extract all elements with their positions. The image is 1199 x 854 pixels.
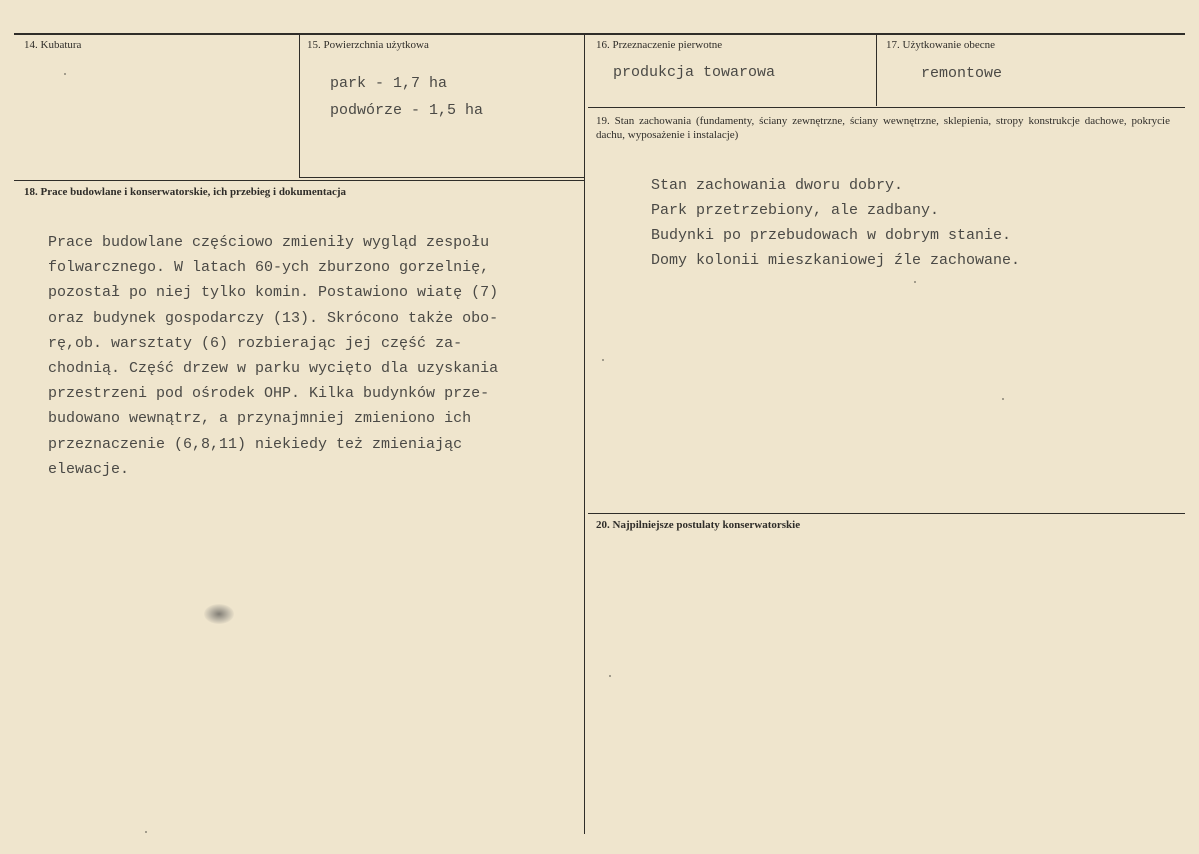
prace-line: chodnią. Część drzew w parku wycięto dla uzyskania: [48, 360, 499, 378]
przeznaczenie-value: produkcja towarowa: [613, 64, 776, 81]
rule-top-section-bottom-left: [300, 177, 584, 178]
prace-line: przeznaczenie (6,8,11) niekiedy też zmieniając: [48, 435, 463, 453]
rule-section-18-top: [14, 180, 584, 181]
stan-line: Stan zachowania dworu dobry.: [651, 177, 904, 194]
paper-speck: [145, 831, 147, 833]
kubatura-header: 14. Kubatura: [24, 39, 82, 51]
prace-text: [48, 230, 498, 482]
powierzchnia-line: park - 1,7 ha: [330, 75, 448, 92]
stan-header: 19. Stan zachowania (fundamenty, ściany zewnętrzne, ściany wewnętrzne, sklepienia, stropy konstrukcje dachowe, pokrycie dachu, wyposażenie i instalacje): [596, 115, 1170, 141]
stan-line: Budynki po przebudowach w dobrym stanie.: [651, 227, 1012, 244]
prace-line: oraz budynek gospodarczy (13). Skrócono także obo-: [48, 309, 499, 327]
rule-section-19-top: [588, 107, 1185, 108]
prace-line: przestrzeni pod ośrodek OHP. Kilka budynków prze-: [48, 385, 490, 403]
paper-speck: [914, 281, 916, 283]
powierzchnia-values: [330, 70, 483, 124]
postulaty-header: 20. Najpilniejsze postulaty konserwatorskie: [596, 519, 801, 531]
divider-16-17: [876, 34, 877, 106]
paper-speck: [1002, 398, 1004, 400]
stan-text: [651, 173, 1020, 273]
powierzchnia-line: podwórze - 1,5 ha: [330, 102, 484, 119]
ink-smudge: [204, 604, 234, 624]
prace-line: rę,ob. warsztaty (6) rozbierając jej część za-: [48, 334, 463, 352]
prace-line: Prace budowlane częściowo zmieniły wygląd zespołu: [48, 234, 490, 251]
top-rule: [14, 33, 1185, 35]
rule-section-20-top: [588, 513, 1185, 514]
przeznaczenie-header: 16. Przeznaczenie pierwotne: [596, 39, 723, 51]
powierzchnia-header: 15. Powierzchnia użytkowa: [307, 39, 429, 51]
stan-line: Domy kolonii mieszkaniowej źle zachowane.: [651, 252, 1021, 269]
divider-center: [584, 34, 585, 834]
paper-speck: [64, 73, 66, 75]
prace-line: budowano wewnątrz, a przynajmniej zmieniono ich: [48, 410, 472, 428]
divider-14-15: [299, 34, 300, 178]
paper-speck: [609, 675, 611, 677]
stan-line: Park przetrzebiony, ale zadbany.: [651, 202, 940, 219]
prace-line: elewacje.: [48, 460, 130, 478]
paper-speck: [602, 359, 604, 361]
uzytkowanie-header: 17. Użytkowanie obecne: [886, 39, 996, 51]
prace-line: pozostał po niej tylko komin. Postawiono wiatę (7): [48, 284, 499, 302]
prace-line: folwarcznego. W latach 60-ych zburzono gorzelnię,: [48, 259, 490, 277]
prace-header: 18. Prace budowlane i konserwatorskie, ich przebieg i dokumentacja: [24, 186, 347, 198]
uzytkowanie-value: remontowe: [921, 65, 1003, 82]
